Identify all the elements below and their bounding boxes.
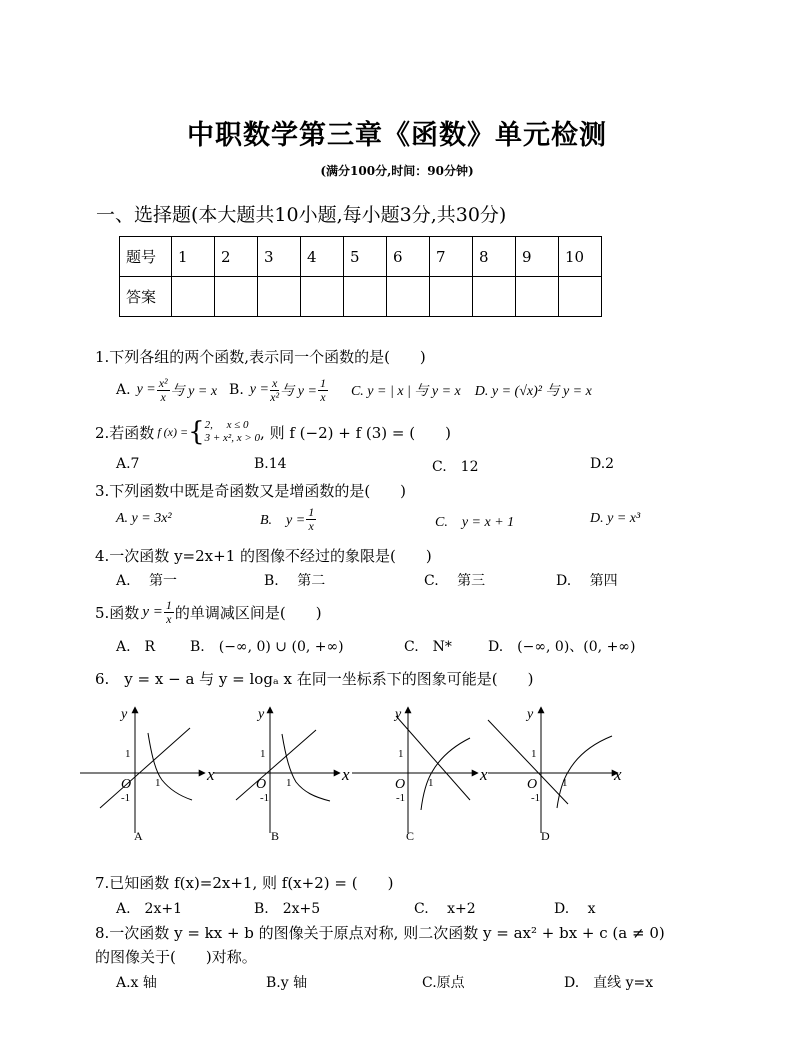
question-number-cell: 7 — [430, 237, 473, 277]
graph-c[interactable] — [352, 707, 488, 843]
origin-label: O — [527, 777, 538, 792]
q7-option-b: B. 2x+5 — [254, 901, 321, 917]
tick-label-y-1: 1 — [125, 748, 131, 760]
fraction-numerator: 1 — [165, 597, 172, 612]
left-brace-icon: { — [188, 417, 205, 447]
x-axis-label: x — [614, 765, 622, 784]
fraction-denominator: x — [166, 611, 172, 626]
origin-label: O — [395, 777, 406, 792]
q8-option-c: C.原点 — [422, 975, 465, 991]
function-curve — [282, 734, 330, 801]
q2-function-name: f (x) = — [157, 424, 189, 439]
q6-graphs — [0, 700, 794, 850]
graph-letter: D — [541, 829, 550, 843]
answer-cell[interactable] — [215, 277, 258, 317]
answer-table-answer-row — [120, 277, 602, 317]
answer-cell[interactable] — [559, 277, 602, 317]
question-number-cell: 4 — [301, 237, 344, 277]
q3-option-c: C. y = x + 1 — [435, 515, 515, 530]
q5-option-a: A. R — [116, 639, 156, 655]
tick-label-y-1: 1 — [398, 748, 404, 760]
question-8-stem-line-1: 8.一次函数 y = kx + b 的图像关于原点对称, 则二次函数 y = ax² + bx + c (a ≠ 0) — [95, 924, 665, 942]
answer-cell[interactable] — [473, 277, 516, 317]
tick-label-y-neg-1: -1 — [260, 792, 270, 804]
question-number-cell: 2 — [215, 237, 258, 277]
q5-option-b: B. (−∞, 0) ∪ (0, +∞) — [190, 639, 344, 655]
q1-option-b-mid: 与 y = — [280, 384, 317, 399]
page-title: 中职数学第三章《函数》单元检测 — [187, 120, 607, 151]
page-subtitle: (满分100分,时间：90分钟) — [320, 164, 474, 178]
question-number-cell: 6 — [387, 237, 430, 277]
q1-option-a-prefix: A. — [116, 382, 131, 398]
tick-label-y-1: 1 — [531, 748, 537, 760]
q1-option-b-fraction-2 — [318, 377, 328, 403]
question-4-stem: 4.一次函数 y=2x+1 的图像不经过的象限是( ) — [95, 547, 432, 565]
q2-piecewise-cases — [205, 419, 260, 445]
q2-option-a: A.7 — [116, 456, 140, 472]
q7-option-c: C. x+2 — [414, 901, 476, 917]
graph-d[interactable] — [488, 707, 622, 843]
fraction-numerator: 1 — [319, 375, 326, 390]
graph-letter: A — [134, 829, 143, 843]
q2-option-d: D.2 — [590, 456, 615, 472]
q5-stem-before: 5.函数 — [95, 603, 140, 622]
q1-option-a-fraction — [157, 377, 170, 403]
question-6-stem: 6. y = x − a 与 y = logₐ x 在同一坐标系下的图象可能是( ) — [95, 670, 534, 688]
q3-option-b-prefix: B. y = — [260, 513, 306, 528]
q1-option-b-lhs: y = — [249, 382, 269, 397]
fraction-denominator: x — [160, 389, 166, 404]
q8-option-b: B.y 轴 — [266, 975, 308, 991]
tick-label-y-1: 1 — [260, 748, 266, 760]
fraction-numerator: 1 — [308, 504, 315, 519]
origin-label: O — [121, 777, 132, 792]
question-number-cell: 8 — [473, 237, 516, 277]
graph-b[interactable] — [214, 707, 350, 843]
y-axis-label: y — [121, 707, 128, 722]
q4-option-d: D. 第四 — [556, 573, 618, 589]
q3-option-d: D. y = x³ — [590, 511, 641, 526]
answer-cell[interactable] — [172, 277, 215, 317]
graph-letter: B — [271, 829, 280, 843]
q2-case-1: 2, x ≤ 0 — [204, 418, 249, 431]
answer-cell[interactable] — [430, 277, 473, 317]
x-axis-label: x — [207, 765, 215, 784]
q5-stem-after: 的单调减区间是( ) — [174, 603, 322, 622]
q5-option-d: D. (−∞, 0)、(0, +∞) — [488, 639, 636, 655]
question-number-cell: 1 — [172, 237, 215, 277]
y-axis-label: y — [258, 707, 265, 722]
tick-label-x-1: 1 — [562, 777, 568, 789]
q2-case-2: 3 + x², x > 0 — [204, 432, 261, 444]
section-heading: 一、选择题(本大题共10小题,每小题3分,共30分) — [96, 204, 507, 226]
q4-option-b: B. 第二 — [264, 573, 326, 589]
q1-option-d: D. y = (√x)² 与 y = x — [474, 384, 592, 399]
question-5-stem — [95, 592, 322, 632]
graph-a[interactable] — [80, 707, 215, 843]
function-curve — [557, 736, 612, 808]
answer-cell[interactable] — [301, 277, 344, 317]
fraction-denominator: x² — [270, 389, 280, 404]
answer-cell[interactable] — [516, 277, 559, 317]
function-curve — [421, 738, 470, 810]
q1-option-b-fraction — [270, 377, 279, 403]
line-curve — [100, 728, 190, 808]
tick-label-x-1: 1 — [155, 777, 161, 789]
q2-option-c: C. 12 — [432, 459, 479, 475]
function-curve — [148, 733, 192, 800]
tick-label-x-1: 1 — [428, 777, 434, 789]
table-header-label: 题号 — [120, 237, 172, 277]
fraction-denominator: x — [320, 389, 326, 404]
answer-cell[interactable] — [387, 277, 430, 317]
answer-table — [119, 236, 602, 317]
y-axis-label: y — [527, 707, 534, 722]
q3-option-a: A. y = 3x² — [116, 511, 172, 526]
q5-fraction — [164, 599, 174, 625]
answer-cell[interactable] — [258, 277, 301, 317]
question-8-stem-line-2: 的图像关于( )对称。 — [95, 948, 257, 966]
q2-option-b: B.14 — [254, 456, 287, 472]
fraction-numerator: x² — [158, 375, 168, 390]
q1-option-c: C. y = | x | 与 y = x — [350, 384, 461, 399]
fraction-denominator: x — [308, 518, 314, 533]
question-1-options — [116, 371, 592, 409]
q1-option-b-prefix: B. — [229, 382, 244, 398]
q1-option-a-tail: 与 y = x — [170, 384, 218, 399]
q5-function-lhs: y = — [142, 603, 163, 620]
fraction-numerator: x — [271, 375, 278, 390]
question-2-stem — [95, 412, 451, 452]
question-number-cell: 10 — [559, 237, 602, 277]
tick-label-y-neg-1: -1 — [531, 792, 541, 804]
x-axis-label: x — [480, 765, 488, 784]
answer-cell[interactable] — [344, 277, 387, 317]
q4-option-a: A. 第一 — [116, 573, 178, 589]
x-axis-label: x — [342, 765, 350, 784]
tick-label-y-neg-1: -1 — [396, 792, 406, 804]
q2-stem-before: 2.若函数 — [95, 423, 155, 442]
tick-label-y-neg-1: -1 — [121, 792, 131, 804]
q3-option-b — [260, 500, 317, 538]
q8-option-d: D. 直线 y=x — [564, 975, 654, 991]
q4-option-c: C. 第三 — [424, 573, 486, 589]
q2-stem-after: , 则 f (−2) + f (3) = ( ) — [260, 423, 451, 442]
q7-option-a: A. 2x+1 — [116, 901, 183, 917]
q5-option-c: C. N* — [404, 639, 452, 655]
answer-table-header-row — [120, 237, 602, 277]
q3-option-b-fraction — [306, 506, 316, 532]
q8-option-a: A.x 轴 — [116, 975, 157, 991]
question-number-cell: 9 — [516, 237, 559, 277]
origin-label: O — [256, 777, 267, 792]
q1-option-a-lhs: y = — [136, 382, 156, 397]
question-number-cell: 5 — [344, 237, 387, 277]
tick-label-x-1: 1 — [286, 777, 292, 789]
question-number-cell: 3 — [258, 237, 301, 277]
question-3-stem: 3.下列函数中既是奇函数又是增函数的是( ) — [95, 482, 407, 500]
y-axis-label: y — [395, 707, 402, 722]
question-7-stem: 7.已知函数 f(x)=2x+1, 则 f(x+2) = ( ) — [95, 874, 394, 892]
q7-option-d: D. x — [554, 901, 596, 917]
question-1-stem: 1.下列各组的两个函数,表示同一个函数的是( ) — [95, 348, 426, 366]
answer-row-label: 答案 — [120, 277, 172, 317]
graph-letter: C — [406, 829, 415, 843]
